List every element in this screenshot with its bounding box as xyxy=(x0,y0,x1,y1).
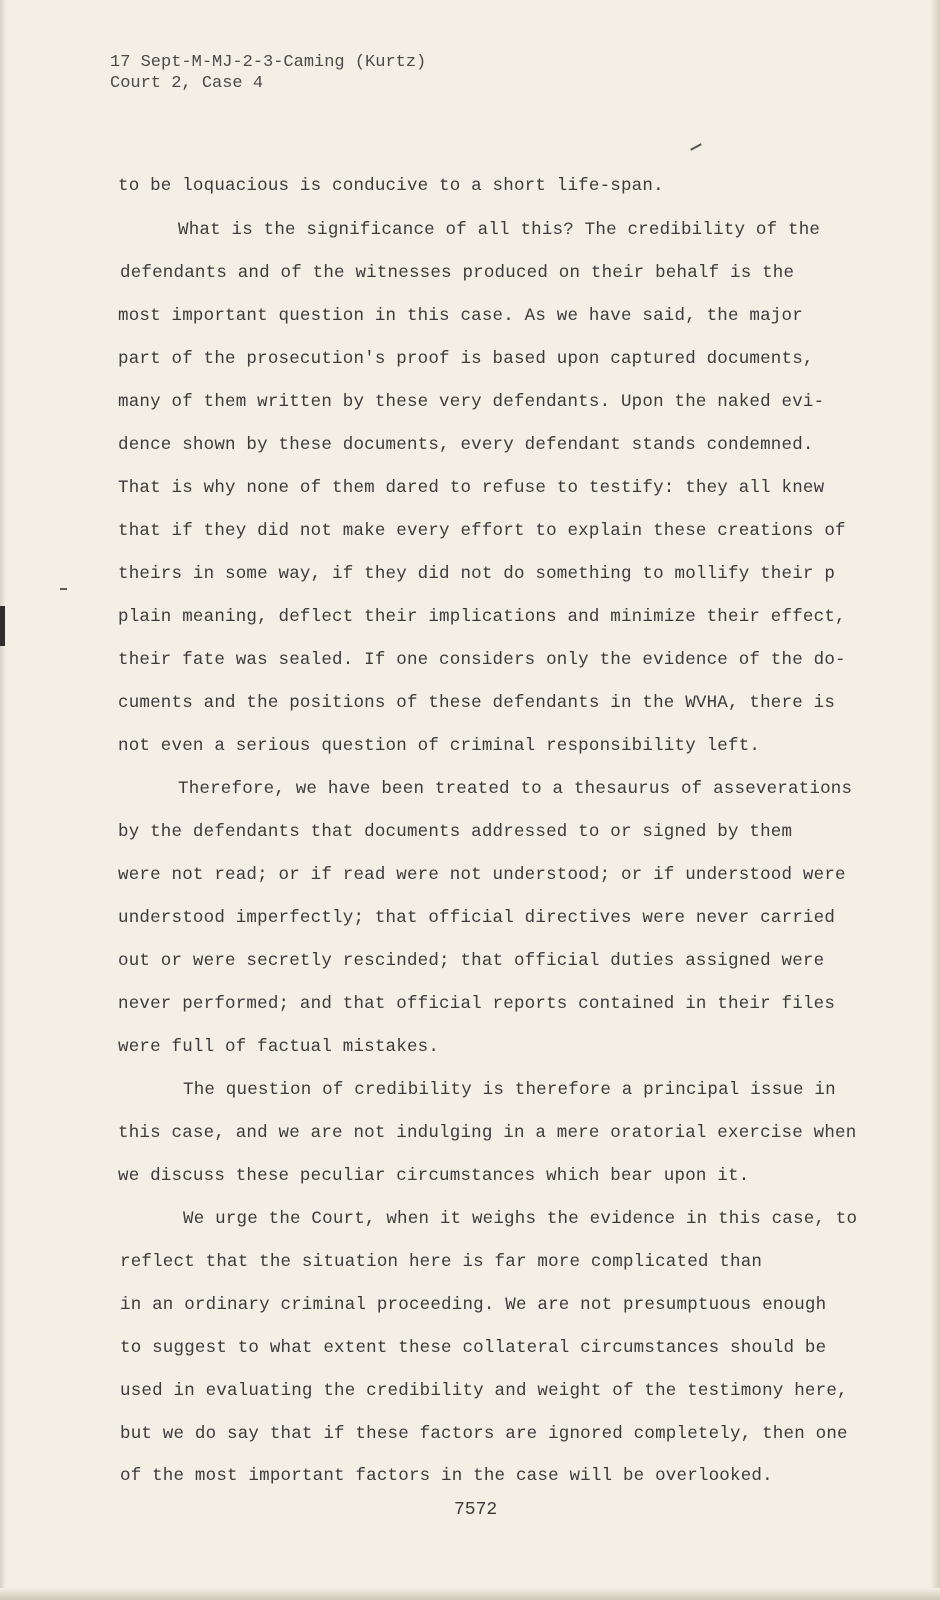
text-line: we discuss these peculiar circumstances which bear upon it. xyxy=(118,1166,750,1186)
document-header xyxy=(110,52,426,94)
text-line: theirs in some way, if they did not do something to mollify their p xyxy=(118,564,836,584)
text-line: to suggest to what extent these collateral circumstances should be xyxy=(120,1338,827,1358)
paper-edge-right xyxy=(930,0,940,1600)
text-line: this case, and we are not indulging in a mere oratorial exercise when xyxy=(118,1123,857,1143)
paper-edge-bottom xyxy=(0,1588,940,1600)
text-line: What is the significance of all this? The credibility of the xyxy=(178,220,821,240)
page-number: 7572 xyxy=(454,1500,498,1520)
margin-mark xyxy=(60,588,67,590)
header-line-2: Court 2, Case 4 xyxy=(110,74,264,93)
text-line: We urge the Court, when it weighs the evidence in this case, to xyxy=(183,1209,858,1229)
text-line: of the most important factors in the case will be overlooked. xyxy=(120,1466,773,1486)
text-line: that if they did not make every effort to explain these creations of xyxy=(118,521,846,541)
text-line: plain meaning, deflect their implications and minimize their effect, xyxy=(118,607,846,627)
text-line: The question of credibility is therefore a principal issue in xyxy=(183,1080,836,1100)
stray-mark xyxy=(690,143,702,150)
binding-mark xyxy=(0,606,5,646)
text-line: most important question in this case. As we have said, the major xyxy=(118,306,803,326)
text-line: dence shown by these documents, every defendant stands condemned. xyxy=(118,435,814,455)
header-line-1: 17 Sept-M-MJ-2-3-Caming (Kurtz) xyxy=(110,53,427,72)
paper-edge-left xyxy=(0,0,6,1600)
text-line: many of them written by these very defendants. Upon the naked evi- xyxy=(118,392,825,412)
text-line: but we do say that if these factors are ignored completely, then one xyxy=(120,1424,848,1444)
text-line: reflect that the situation here is far more complicated than xyxy=(120,1252,763,1272)
text-line: were not read; or if read were not understood; or if understood were xyxy=(118,865,846,885)
text-line: their fate was sealed. If one considers only the evidence of the do- xyxy=(118,650,846,670)
text-line: used in evaluating the credibility and weight of the testimony here, xyxy=(120,1381,848,1401)
text-line: Therefore, we have been treated to a thesaurus of asseverations xyxy=(178,779,853,799)
text-line: never performed; and that official reports contained in their files xyxy=(118,994,836,1014)
text-line: part of the prosecution's proof is based upon captured documents, xyxy=(118,349,814,369)
text-line: cuments and the positions of these defendants in the WVHA, there is xyxy=(118,693,836,713)
text-line: defendants and of the witnesses produced on their behalf is the xyxy=(120,263,795,283)
text-line: were full of factual mistakes. xyxy=(118,1037,440,1057)
text-line: by the defendants that documents addressed to or signed by them xyxy=(118,822,793,842)
text-line: in an ordinary criminal proceeding. We are not presumptuous enough xyxy=(120,1295,827,1315)
text-line: to be loquacious is conducive to a short life-span. xyxy=(118,176,664,196)
text-line: out or were secretly rescinded; that official duties assigned were xyxy=(118,951,825,971)
text-line: understood imperfectly; that official directives were never carried xyxy=(118,908,836,928)
text-line: That is why none of them dared to refuse to testify: they all knew xyxy=(118,478,825,498)
text-line: not even a serious question of criminal responsibility left. xyxy=(118,736,761,756)
